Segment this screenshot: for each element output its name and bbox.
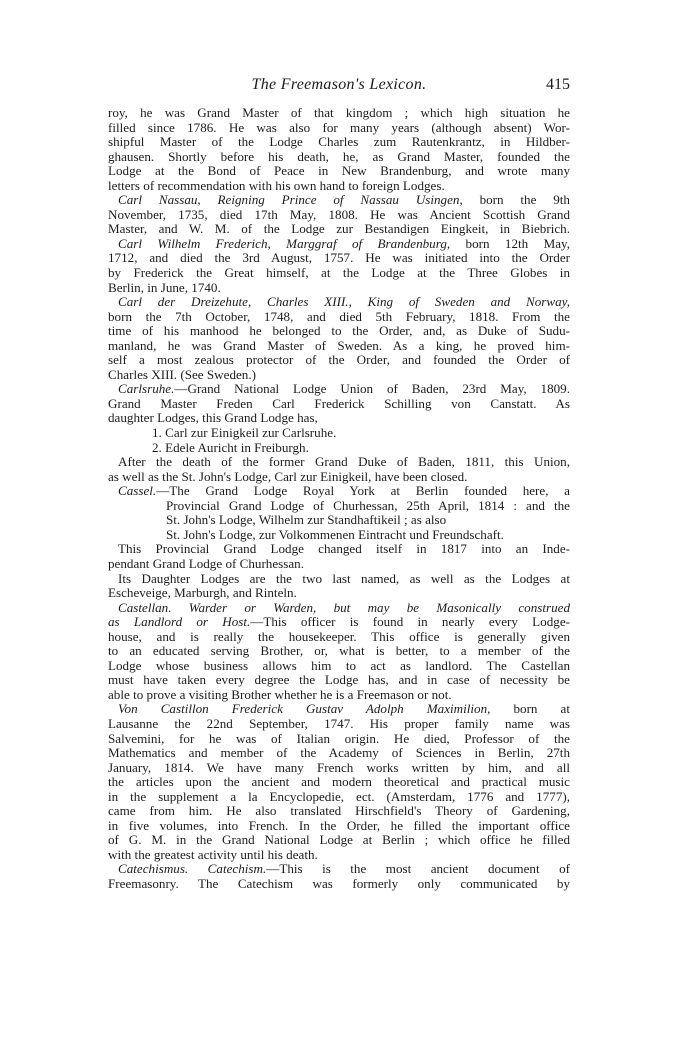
italic-text-segment: Carl der Dreizehute, Charles XIII., King of Sweden and Norway, (118, 295, 570, 310)
italic-text-segment: Carl Wilhelm Frederich, Marggraf of Brandenburg, (118, 236, 451, 251)
text-line (108, 499, 570, 514)
text-segment: Mathematics and member of the Academy of Sciences in Berlin, 27th (108, 746, 570, 761)
text-segment: born at (490, 702, 570, 717)
text-segment: in the supplement a la Encyclopedie, ect. (Amsterdam, 1776 and 1777), (108, 789, 570, 804)
text-line (108, 266, 570, 281)
text-line (108, 310, 570, 325)
text-segment: daughter Lodges, this Grand Lodge has, (108, 411, 318, 426)
page-number: 415 (546, 76, 570, 93)
text-segment: Grand Master Freden Carl Frederick Schilling von Canstatt. As (108, 396, 570, 411)
text-line (108, 135, 570, 150)
text-line (108, 630, 570, 645)
italic-text-segment: Carlsruhe. (118, 382, 175, 397)
text-segment: born 12th May, (450, 236, 570, 251)
text-line (108, 179, 570, 194)
text-line (108, 848, 570, 863)
text-line (108, 688, 570, 703)
italic-text-segment: Catechismus. Catechism. (118, 862, 267, 877)
text-line (108, 222, 570, 237)
text-line (108, 702, 570, 717)
text-line (108, 804, 570, 819)
text-segment: by Frederick the Great himself, at the Lodge at the Three Globes in (108, 266, 570, 281)
text-segment: born the 7th October, 1748, and died 5th February, 1818. From the (108, 309, 570, 324)
text-line (108, 819, 570, 834)
text-line (108, 237, 570, 252)
running-title: The Freemason's Lexicon. (251, 76, 427, 93)
text-line (108, 353, 570, 368)
text-segment: letters of recommendation with his own hand to foreign Lodges. (108, 178, 445, 193)
text-segment: ghausen. Shortly before his death, he, as Grand Master, founded the (108, 149, 570, 164)
text-segment: St. John's Lodge, zur Volkommenen Eintracht und Freundschaft. (166, 527, 504, 542)
text-line (108, 775, 570, 790)
text-line (108, 382, 570, 397)
text-line (108, 732, 570, 747)
text-line (108, 397, 570, 412)
text-segment: came from him. He also translated Hirschfield's Theory of Gardening, (108, 804, 570, 819)
text-segment: Salvemini, for he was of Italian origin. He died, Professor of the (108, 731, 570, 746)
text-segment: —This is the most ancient document of (266, 862, 570, 877)
italic-text-segment: Cassel. (118, 484, 157, 499)
text-line (108, 251, 570, 266)
text-segment: in five volumes, into French. In the Order, he filled the important office (108, 818, 570, 833)
text-line (108, 470, 570, 485)
text-segment: After the death of the former Grand Duke of Baden, 1811, this Union, (118, 455, 570, 470)
text-segment: November, 1735, died 17th May, 1808. He was Ancient Scottish Grand (108, 207, 570, 222)
text-line (108, 411, 570, 426)
text-segment: able to prove a visiting Brother whether he is a Freemason or not. (108, 687, 452, 702)
text-segment: Lodge at the Bond of Peace in New Brandenburg, and wrote many (108, 164, 570, 179)
text-line (108, 281, 570, 296)
text-segment: Its Daughter Lodges are the two last named, as well as the Lodges at (118, 571, 570, 586)
text-segment: St. John's Lodge, Wilhelm zur Standhaftikeil ; as also (166, 513, 447, 528)
text-segment: as well as the St. John's Lodge, Carl zur Einigkeil, have been closed. (108, 469, 468, 484)
text-line (108, 833, 570, 848)
text-line (108, 717, 570, 732)
text-segment: Lodge whose business allows him to act as landlord. The Castellan (108, 658, 570, 673)
text-segment: Freemasonry. The Catechism was formerly only communicated by (108, 876, 570, 891)
italic-text-segment: as Landlord or Host. (108, 615, 251, 630)
text-segment: Lausanne the 22nd September, 1747. His proper family name was (108, 716, 570, 731)
text-segment: the articles upon the ancient and modern theoretical and practical music (108, 775, 570, 790)
text-segment: —Grand National Lodge Union of Baden, 23rd May, 1809. (174, 382, 570, 397)
italic-text-segment: Von Castillon Frederick Gustav Adolph Maximilion, (118, 702, 491, 717)
text-line (108, 208, 570, 223)
text-line (108, 862, 570, 877)
text-line (108, 441, 570, 456)
text-segment: filled since 1786. He was also for many years (although absent) Wor- (108, 120, 570, 135)
text-segment: of G. M. in the Grand National Lodge at Berlin ; which office he filled (108, 833, 570, 848)
text-segment: must have taken every degree the Lodge has, and in case of necessity be (108, 673, 570, 688)
text-line (108, 484, 570, 499)
text-line (108, 790, 570, 805)
text-line (108, 164, 570, 179)
text-line (108, 455, 570, 470)
text-line (108, 746, 570, 761)
text-segment: born the 9th (462, 193, 570, 208)
text-line (108, 761, 570, 776)
text-segment: This Provincial Grand Lodge changed itself in 1817 into an Inde- (118, 542, 570, 557)
text-segment: house, and is really the housekeeper. This office is generally given (108, 629, 570, 644)
text-line (108, 557, 570, 572)
body-text (108, 106, 570, 892)
text-segment: self a most zealous protector of the Order, and founded the Order of (108, 353, 570, 368)
text-line (108, 426, 570, 441)
text-segment: —The Grand Lodge Royal York at Berlin founded here, a (156, 484, 570, 499)
text-segment: manland, he was Grand Master of Sweden. As a king, he proved him- (108, 338, 570, 353)
text-segment: —This officer is found in nearly every Lodge- (250, 615, 570, 630)
text-line (108, 106, 570, 121)
text-line (108, 615, 570, 630)
book-page (108, 78, 570, 892)
text-line (108, 339, 570, 354)
text-line (108, 528, 570, 543)
text-line (108, 542, 570, 557)
text-line (108, 324, 570, 339)
text-segment: Charles XIII. (See Sweden.) (108, 367, 256, 382)
page-header (108, 78, 570, 100)
text-line (108, 586, 570, 601)
text-segment: with the greatest activity until his death. (108, 847, 318, 862)
text-segment: Escheveige, Marburgh, and Rinteln. (108, 586, 297, 601)
text-segment: roy, he was Grand Master of that kingdom ; which high situation he (108, 106, 570, 120)
text-line (108, 644, 570, 659)
text-line (108, 295, 570, 310)
text-line (108, 877, 570, 892)
text-segment: Master, and W. M. of the Lodge zur Bestandigen Eingkeit, in Biebrich. (108, 222, 570, 237)
text-segment: to an educated serving Brother, or, what is better, to a member of the (108, 644, 570, 659)
text-line (108, 513, 570, 528)
text-segment: 2. Edele Auricht in Freiburgh. (152, 440, 309, 455)
italic-text-segment: Castellan. Warder or Warden, but may be Masonically construed (118, 600, 570, 615)
text-line (108, 193, 570, 208)
text-segment: 1. Carl zur Einigkeil zur Carlsruhe. (152, 426, 337, 441)
text-line (108, 659, 570, 674)
italic-text-segment: Carl Nassau, Reigning Prince of Nassau Usingen, (118, 193, 463, 208)
text-segment: January, 1814. We have many French works written by him, and all (108, 760, 570, 775)
text-line (108, 368, 570, 383)
text-line (108, 572, 570, 587)
text-segment: Provincial Grand Lodge of Churhessan, 25th April, 1814 : and the (166, 498, 570, 513)
text-line (108, 121, 570, 136)
text-line (108, 601, 570, 616)
text-segment: Berlin, in June, 1740. (108, 280, 221, 295)
text-segment: pendant Grand Lodge of Churhessan. (108, 556, 304, 571)
text-segment: shipful Master of the Lodge Charles zum Rautenkrantz, in Hildber- (108, 135, 570, 150)
text-segment: 1712, and died the 3rd August, 1757. He was initiated into the Order (108, 251, 570, 266)
text-segment: time of his manhood he belonged to the Order, and, as Duke of Sudu- (108, 324, 570, 339)
text-line (108, 673, 570, 688)
text-line (108, 150, 570, 165)
